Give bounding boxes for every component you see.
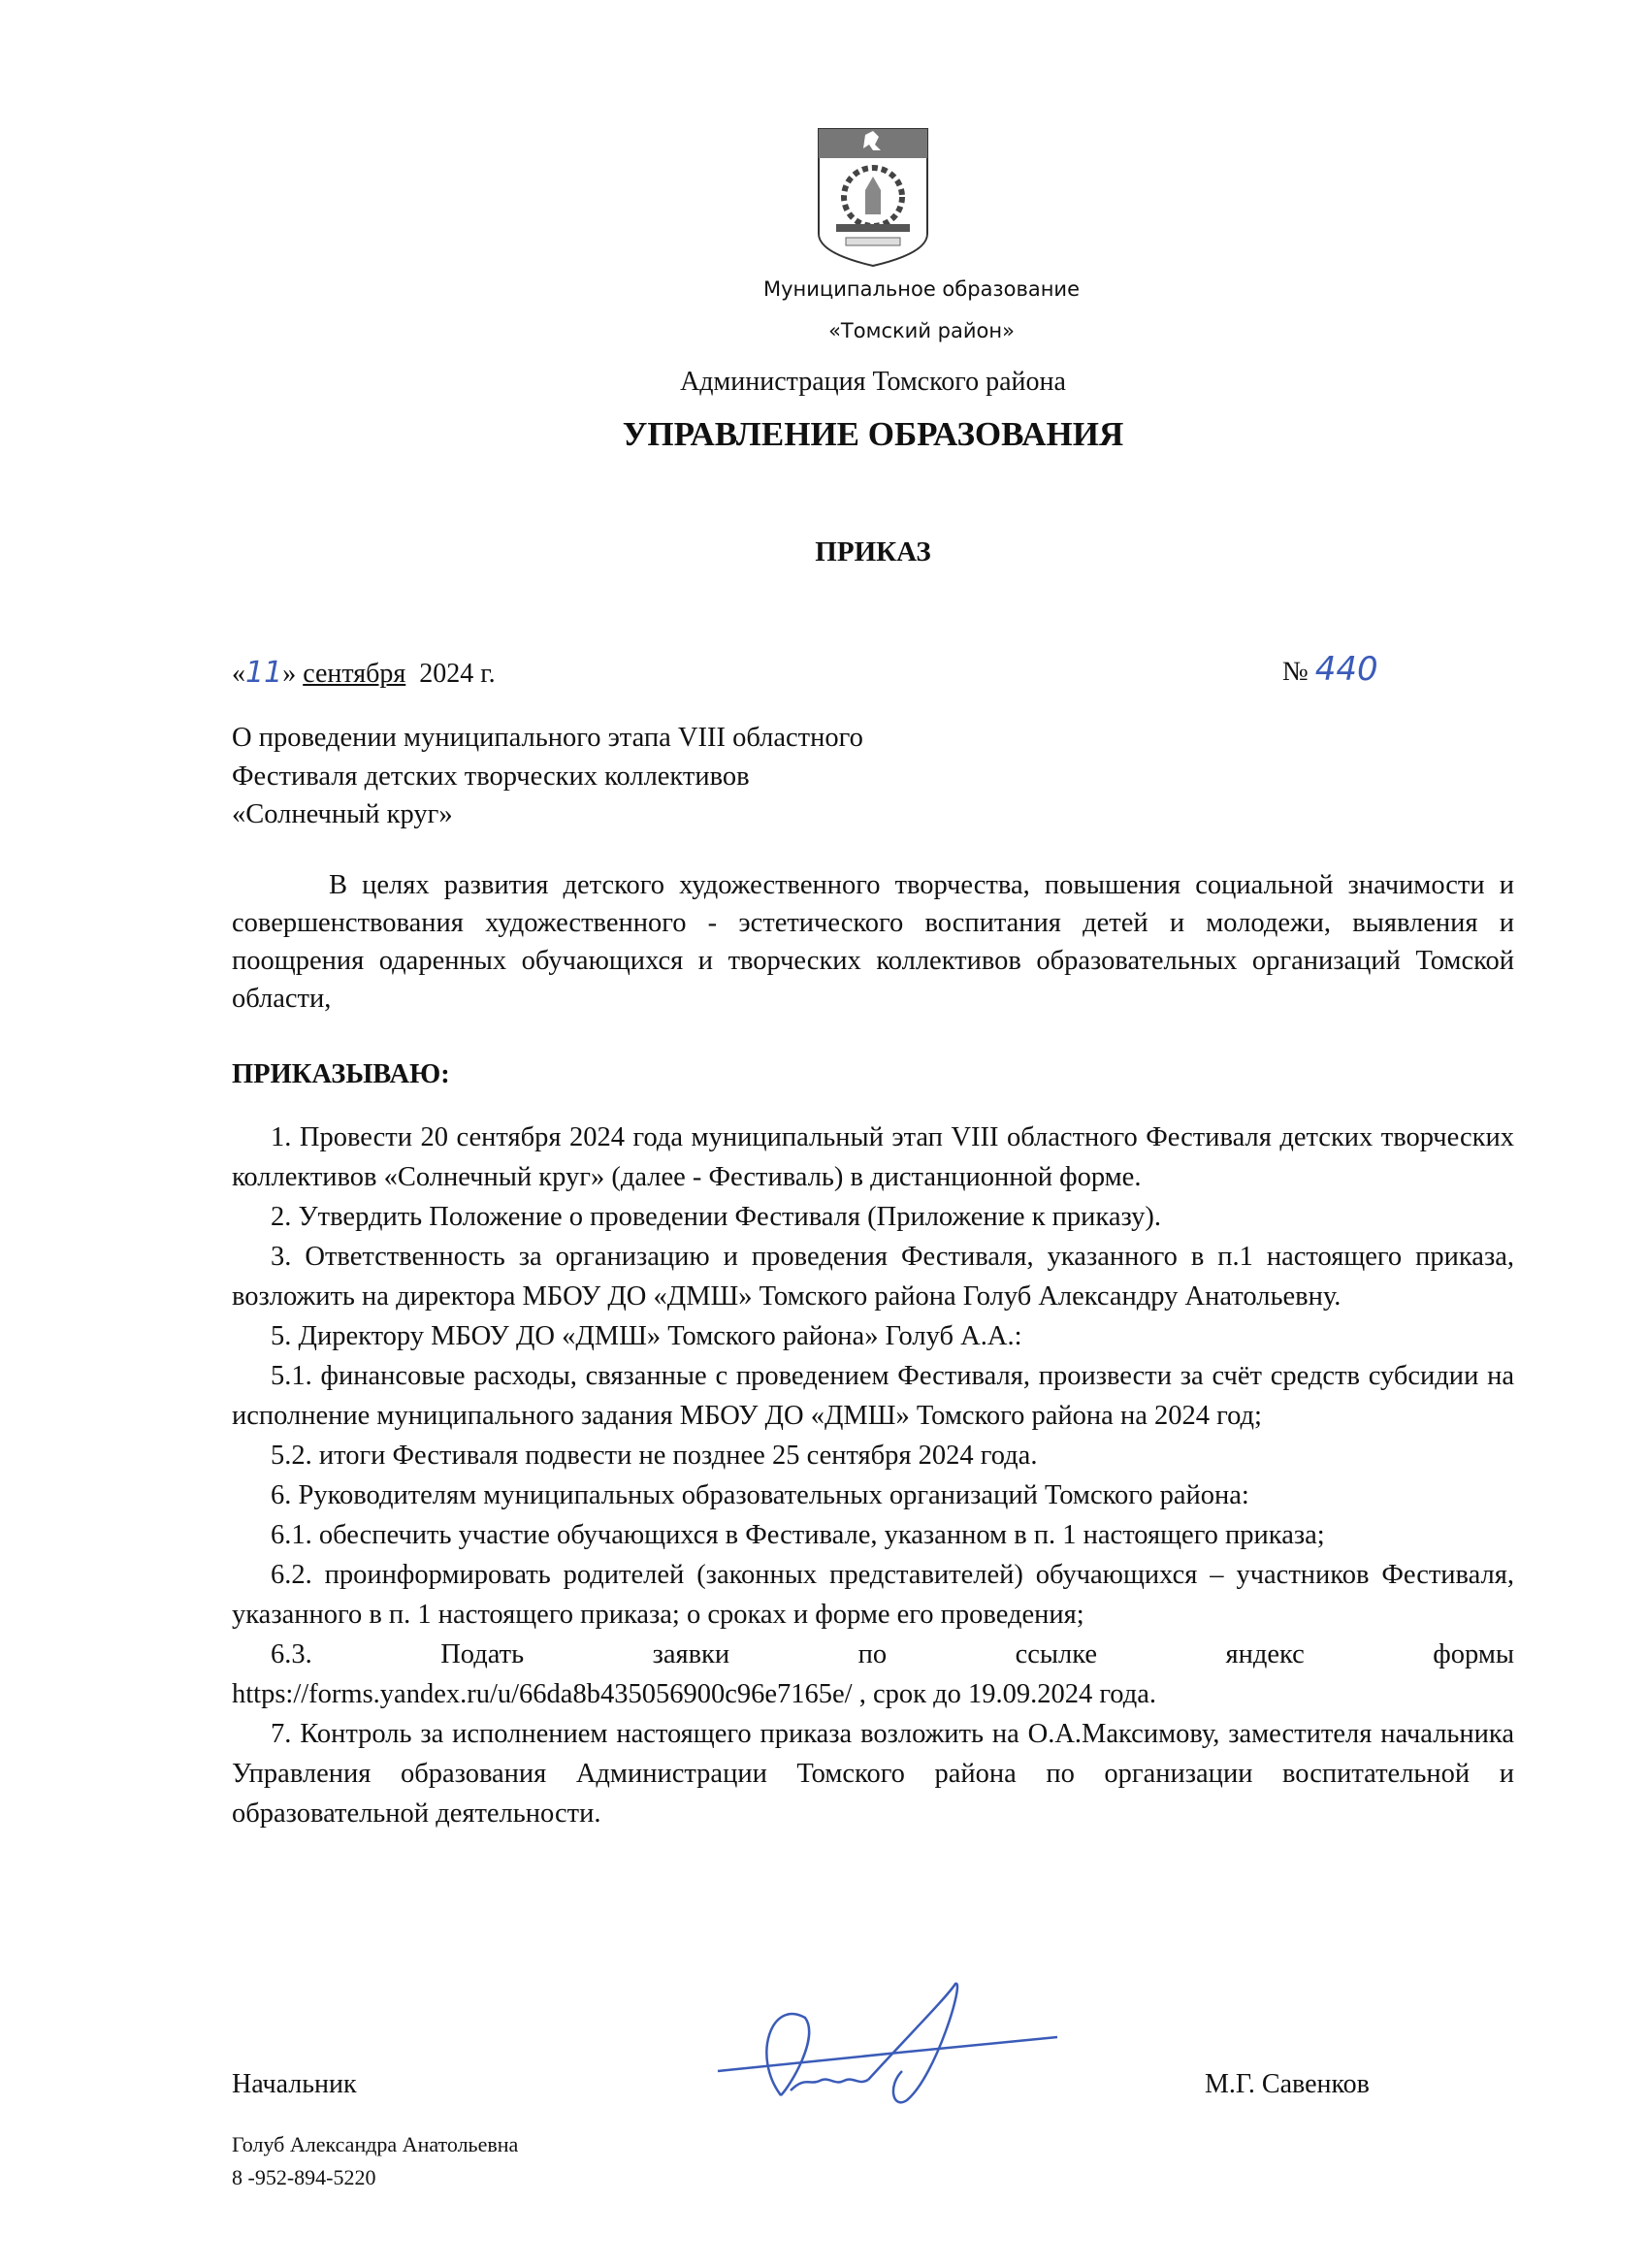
order-item: 5.2. итоги Фестиваля подвести не позднее 25 сентября 2024 года. [271, 1441, 1038, 1471]
number-label: № [1282, 657, 1309, 687]
date-quote: « [232, 659, 245, 689]
district-line: «Томский район» [828, 319, 1015, 342]
order-item: 6.2. проинформировать родителей (законных представителей) обучающихся – участников Фестиваля, указанного в п. 1 настоящего приказа; о сроках и форме его проведения; [232, 1560, 1514, 1630]
signatory-position: Начальник [232, 2069, 357, 2099]
order-item: 5. Директору МБОУ ДО «ДМШ» Томского района» Голуб А.А.: [271, 1321, 1022, 1351]
handwritten-signature [713, 1979, 1062, 2115]
order-date [232, 656, 496, 690]
order-item: 1. Провести 20 сентября 2024 года муниципальный этап VIII областного Фестиваля детских творческих коллективов «Солнечный круг» (далее - Фестиваль) в дистанционной форме. [232, 1122, 1514, 1192]
order-heading: ПРИКАЗЫВАЮ: [232, 1059, 450, 1089]
municipality-line: Муниципальное образование [763, 277, 1080, 301]
administration-line: Администрация Томского района [680, 367, 1066, 397]
subject-line: «Солнечный круг» [232, 799, 453, 829]
order-items [232, 1118, 1514, 1833]
subject-line: О проведении муниципального этапа VIII областного [232, 723, 863, 753]
preamble-text: В целях развития детского художественного творчества, повышения социальной значимости и совершенствования художественного - эстетического воспитания детей и молодежи, выявления и поощрения одаренных обучающихся и творческих коллективов образовательных организаций Томской области, [232, 870, 1514, 1014]
order-item: 6. Руководителям муниципальных образовательных организаций Томского района: [271, 1480, 1249, 1510]
order-item: 6.1. обеспечить участие обучающихся в Фестивале, указанном в п. 1 настоящего приказа; [271, 1520, 1325, 1550]
subject-block [232, 719, 1514, 834]
order-item: 2. Утвердить Положение о проведении Фестиваля (Приложение к приказу). [271, 1202, 1162, 1232]
date-month: сентября [303, 659, 406, 689]
deadline-text: , срок до 19.09.2024 года. [852, 1679, 1157, 1709]
signatory-name: М.Г. Савенков [1205, 2069, 1370, 2099]
order-item: 6.3. Подать заявки по ссылке яндекс формы [271, 1639, 1514, 1669]
order-item: 5.1. финансовые расходы, связанные с проведением Фестиваля, произвести за счёт средств субсидии на исполнение муниципального задания МБОУ ДО «ДМШ» Томского района на 2024 год; [232, 1361, 1514, 1431]
document-type-title: ПРИКАЗ [815, 536, 931, 567]
department-title: УПРАВЛЕНИЕ ОБРАЗОВАНИЯ [622, 415, 1124, 453]
order-item: 3. Ответственность за организацию и проведения Фестиваля, указанного в п.1 настоящего приказа, возложить на директора МБОУ ДО «ДМШ» Томского района Голуб Александру Анатольевну. [232, 1242, 1514, 1312]
order-item-link-line [232, 1674, 1514, 1714]
number-handwritten: 440 [1314, 650, 1378, 689]
contact-phone: 8 -952-894-5220 [232, 2165, 376, 2189]
date-quote: » [282, 659, 297, 689]
date-year: 2024 г. [419, 659, 496, 689]
contact-name: Голуб Александра Анатольевна [232, 2132, 519, 2156]
order-item: 7. Контроль за исполнением настоящего приказа возложить на О.А.Максимову, заместителя начальника Управления образования Администрации Томского района по организации воспитательной и образовательной деятельности. [232, 1719, 1514, 1829]
yandex-form-link[interactable]: https://forms.yandex.ru/u/66da8b435056900c96e7165e/ [232, 1679, 853, 1709]
coat-of-arms-logo [817, 127, 929, 268]
order-number [1282, 650, 1378, 689]
subject-line: Фестиваля детских творческих коллективов [232, 761, 750, 792]
date-day-handwritten: 11 [245, 656, 283, 690]
preamble [232, 866, 1514, 1018]
